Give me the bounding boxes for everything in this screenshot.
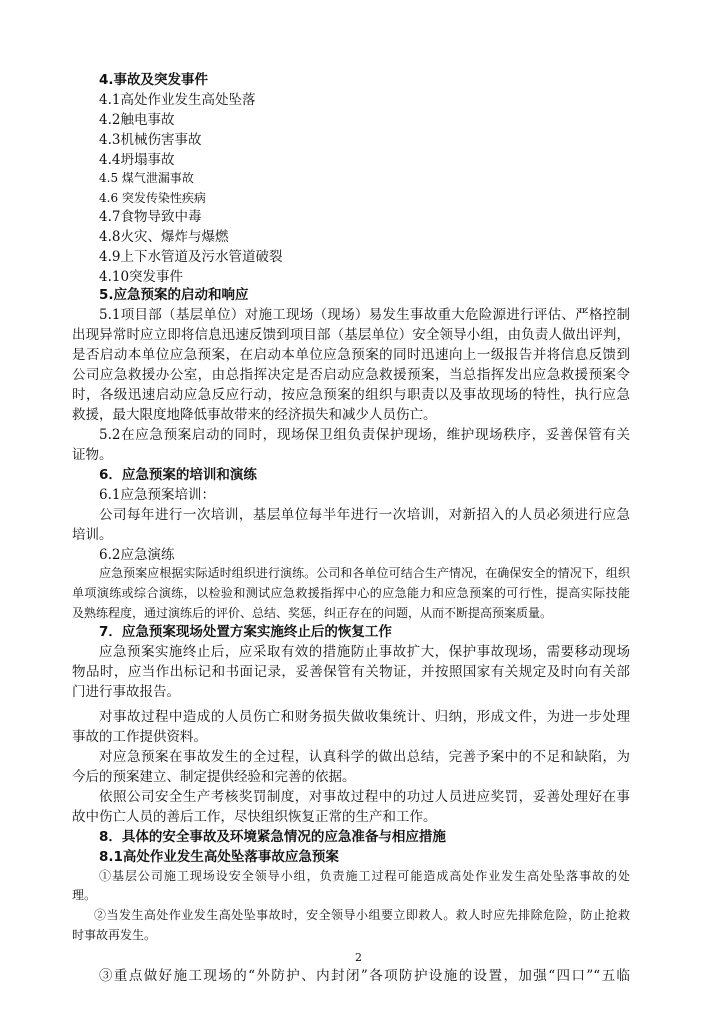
list-item: 4.2触电事故 xyxy=(99,112,175,128)
paragraph-line: 证物。 xyxy=(72,447,113,463)
paragraph-line: 故中伤亡人员的善后工作，尽快组织恢复正常的生产和工作。 xyxy=(72,809,437,825)
paragraph-line: 是否启动本单位应急预案，在启动本单位应急预案的同时迅速向上一级报告并将信息反馈到 xyxy=(72,347,630,363)
paragraph-line: 及熟练程度，通过演练后的评价、总结、奖惩，纠正存在的问题，从而不断提高预案质量。 xyxy=(72,606,553,620)
subheading: 6.2应急演练 xyxy=(99,547,175,563)
list-item: 4.4坍塌事故 xyxy=(99,152,175,168)
paragraph-line: 对事故过程中造成的人员伤亡和财务损失做收集统计、归纳，形成文件，为进一步处理 xyxy=(99,709,630,725)
paragraph-line: 单项演练或综合演练，以检验和测试应急救援指挥中心的应急能力和应急预案的可行性，提高实际技能 xyxy=(72,586,630,600)
heading-7: 7．应急预案现场处置方案实施终止后的恢复工作 xyxy=(99,624,392,640)
paragraph-line: 时，各级迅速启动应急反应行动，按应急预案的组织与职责以及事故现场的特性，执行应急 xyxy=(72,387,630,403)
heading-8: 8．具体的安全事故及环境紧急情况的应急准备与相应措施 xyxy=(99,829,446,845)
paragraph-line: ①基层公司施工现场设安全领导小组，负责施工过程可能造成高处作业发生高处坠落事故的处 xyxy=(99,869,630,883)
paragraph-line: 物品时，应当作出标记和书面记录，妥善保管有关物证，并按照国家有关规定及时向有关部 xyxy=(72,664,630,680)
paragraph-line: 应急预案应根据实际适时组织进行演练。公司和各单位可结合生产情况，在确保安全的情况下，组织 xyxy=(99,566,630,580)
heading-5: 5.应急预案的启动和响应 xyxy=(99,287,249,303)
list-item: 4.10突发事件 xyxy=(99,269,184,285)
list-item: 4.7食物导致中毒 xyxy=(99,209,202,225)
subheading: 6.1应急预案培训： xyxy=(99,487,215,503)
paragraph-line: 5.1项目部（基层单位）对施工现场（现场）易发生事故重大危险源进行评估、严格控制 xyxy=(99,307,630,323)
paragraph-line: 理。 xyxy=(72,888,97,902)
paragraph-line: 公司每年进行一次培训，基层单位每半年进行一次培训，对新招入的人员必须进行应急 xyxy=(99,507,630,523)
list-item: 4.8火灾、爆炸与爆燃 xyxy=(99,229,229,245)
paragraph-line: ③重点做好施工现场的“外防护、内封闭”各项防护设施的设置，加强“四口”“五临 xyxy=(99,968,630,984)
paragraph-line: 事故的工作提供资料。 xyxy=(72,729,207,745)
heading-8-1: 8.1高处作业发生高处坠落事故应急预案 xyxy=(99,849,339,865)
paragraph-line: 门进行事故报告。 xyxy=(72,684,180,700)
heading-4: 4.事故及突发事件 xyxy=(99,72,209,88)
paragraph-line: 救援，最大限度地降低事故带来的经济损失和减少人员伤亡。 xyxy=(72,407,437,423)
list-item: 4.1高处作业发生高处坠落 xyxy=(99,92,256,108)
paragraph-line: 应急预案实施终止后，应采取有效的措施防止事故扩大，保护事故现场，需要移动现场 xyxy=(99,644,630,660)
paragraph-line: 培训。 xyxy=(72,527,113,543)
list-item: 4.3机械伤害事故 xyxy=(99,132,202,148)
page-number: 2 xyxy=(355,951,362,964)
paragraph-line: 依照公司安全生产考核奖罚制度，对事故过程中的功过人员进应奖罚，妥善处理好在事 xyxy=(99,789,630,805)
list-item: 4.6 突发传染性疾病 xyxy=(99,191,206,205)
heading-6: 6．应急预案的培训和演练 xyxy=(99,467,257,483)
paragraph-line: 5.2在应急预案启动的同时，现场保卫组负责保护现场，维护现场秩序，妥善保管有关 xyxy=(99,427,630,443)
paragraph-line: 对应急预案在事故发生的全过程，认真科学的做出总结，完善予案中的不足和缺陷，为 xyxy=(99,749,630,765)
paragraph-line: 今后的预案建立、制定提供经验和完善的依据。 xyxy=(72,769,356,785)
paragraph-line: ②当发生高处作业发生高处坠事故时，安全领导小组要立即救人。救人时应先排除危险，防止抢救 xyxy=(94,908,630,922)
paragraph-line: 公司应急救援办公室，由总指挥决定是否启动应急救援预案，当总指挥发出应急救援预案令 xyxy=(72,367,630,383)
list-item: 4.5 煤气泄漏事故 xyxy=(99,171,194,185)
paragraph-line: 时事故再发生。 xyxy=(72,928,157,942)
paragraph-line: 出现异常时应立即将信息迅速反馈到项目部（基层单位）安全领导小组，由负责人做出评判， xyxy=(72,327,630,343)
list-item: 4.9上下水管道及污水管道破裂 xyxy=(99,249,283,265)
